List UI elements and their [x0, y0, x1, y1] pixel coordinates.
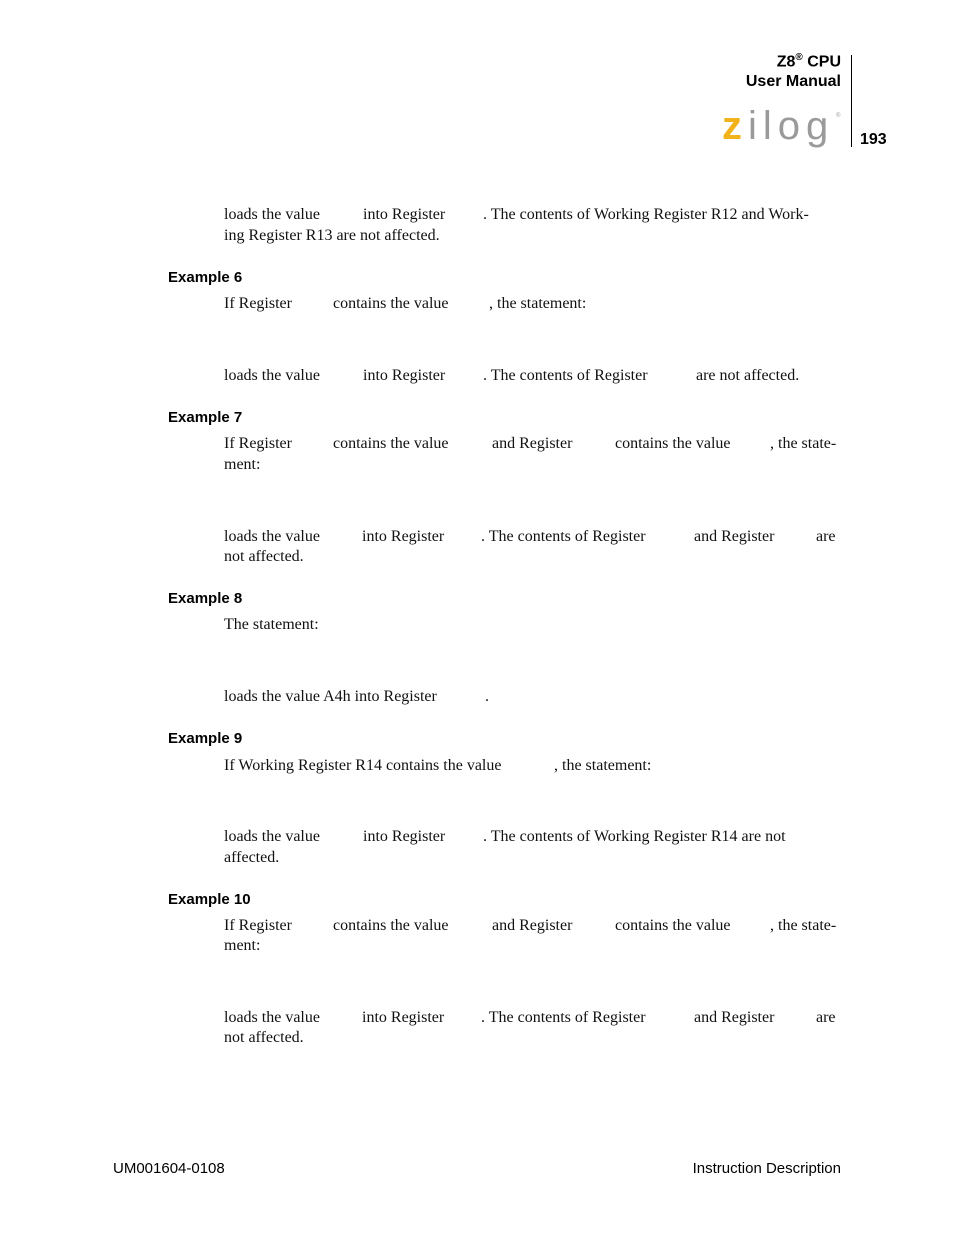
svg-text:z: z: [722, 105, 742, 148]
example-9-line-3: affected.: [224, 849, 280, 866]
svg-text:®: ®: [836, 113, 841, 119]
example-6-heading: Example 6: [168, 269, 243, 286]
header-divider: [851, 55, 852, 147]
example-8-line-1: The statement:: [224, 616, 319, 633]
example-7-heading: Example 7: [168, 409, 243, 426]
example-10-line-2: ment:: [224, 937, 261, 954]
zilog-logo: [722, 105, 844, 151]
manual-title: User Manual: [745, 73, 841, 90]
footer-section: Instruction Description: [692, 1160, 841, 1177]
footer-doc-number: UM001604-0108: [113, 1160, 225, 1177]
example-8-heading: Example 8: [168, 590, 243, 607]
intro-line-2: ing Register R13 are not affected.: [224, 227, 440, 244]
example-7-line-4: not affected.: [224, 548, 304, 565]
example-9-heading: Example 9: [168, 730, 243, 747]
svg-text:ilog: ilog: [748, 105, 835, 148]
product-title: Z8® CPU: [776, 52, 841, 71]
example-10-heading: Example 10: [168, 891, 251, 908]
page-number: 193: [860, 131, 887, 148]
example-10-line-4: not affected.: [224, 1029, 304, 1046]
example-7-line-2: ment:: [224, 456, 261, 473]
